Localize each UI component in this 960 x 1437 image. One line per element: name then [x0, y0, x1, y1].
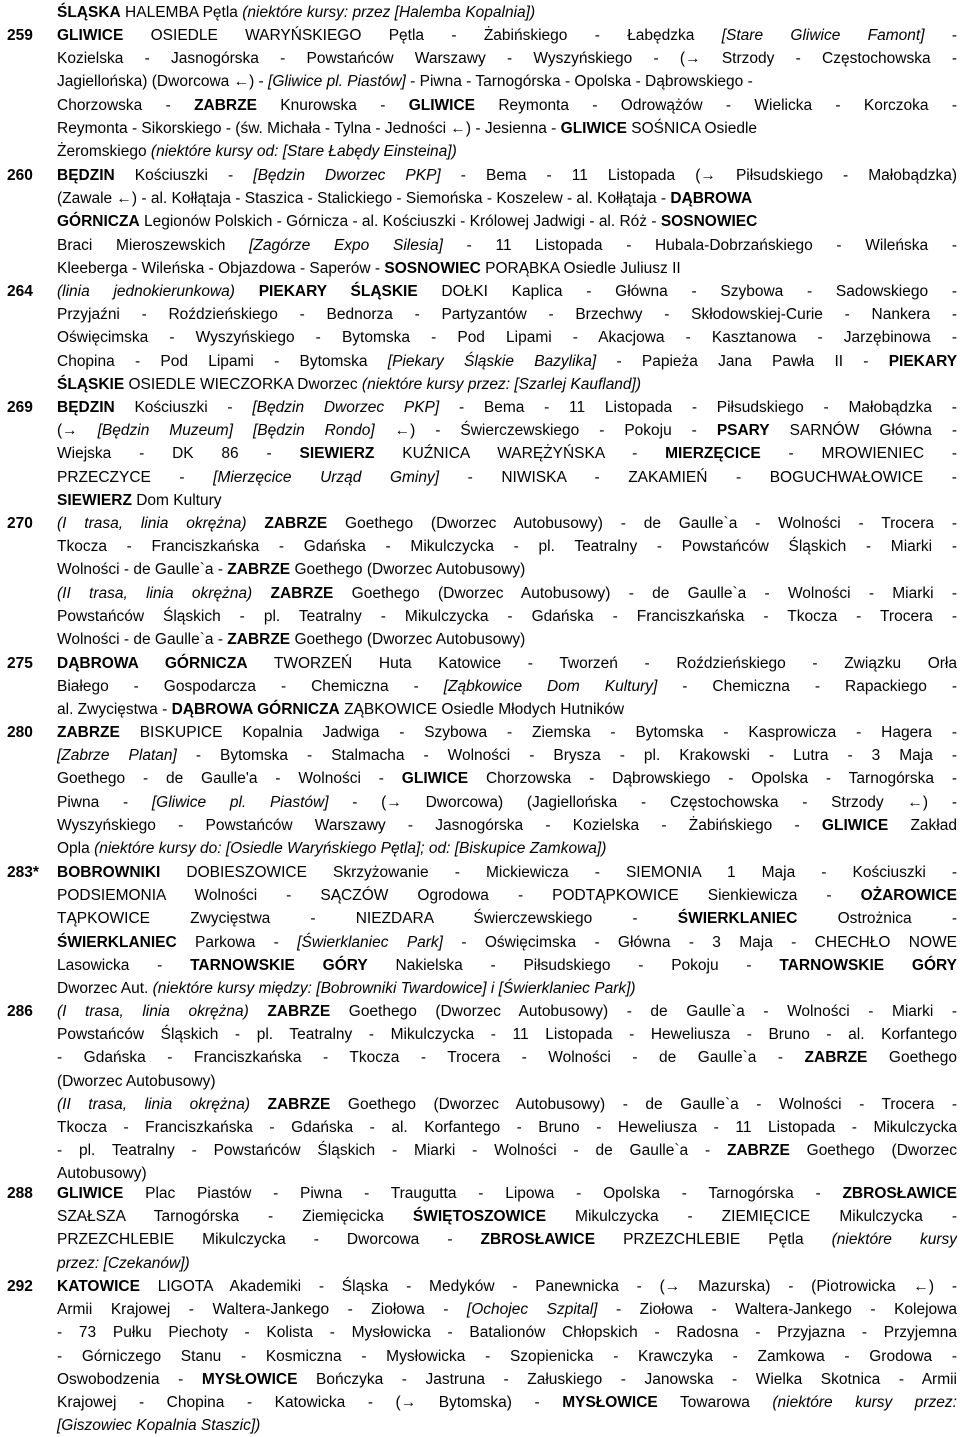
route-line-text: Reymonta - Sikorskiego - (św. Michała - Tylna - Jedności ←) - Jesienna - GLIWICE SOŚNICA Osiedle: [57, 119, 758, 137]
route-line-text: ZABRZE BISKUPICE Kopalnia Jadwiga - Szybowa - Ziemska - Bytomska - Kasprowicza - Hagera -: [57, 724, 957, 741]
route-line-text: Piwna - [Gliwice pl. Piastów] - (→ Dworcowa) (Jagiellońska - Częstochowska - Strzody ←) -: [57, 793, 957, 811]
route-line-text: GÓRNICZA Legionów Polskich - Górnicza - al. Kościuszki - Królowej Jadwigi - al. Róż - SOSNOWIEC: [57, 213, 758, 231]
route-line-text: - Gdańska - Franciszkańska - Tkocza - Trocera - Wolności - de Gaulle`a - ZABRZE Goethego: [57, 1049, 957, 1067]
route-line-text: Przyjaźni - Roździeńskiego - Bednorza - Partyzantów - Brzechwy - Skłodowskiej-Curie - Nankera -: [57, 306, 957, 324]
route-line-text: SZAŁSZA Tarnogórska - Ziemięcicka ŚWIĘTOSZOWICE Mikulczycka - ZIEMIĘCICE Mikulczycka -: [57, 1208, 957, 1226]
route-description: [57, 1000, 957, 1186]
route-line-text: - Górniczego Stanu - Kosmiczna - Mysłowicka - Szopienicka - Krawczyka - Zamkowa - Grodowa -: [57, 1347, 957, 1365]
route-line-text: BĘDZIN Kościuszki - [Będzin Dworzec PKP] - Bema - 11 Listopada (→ Piłsudskiego - Małobądzka): [57, 167, 957, 184]
route-entry: [0, 652, 960, 722]
route-line-text: (→ [Będzin Muzeum] [Będzin Rondo] ←) - Świerczewskiego - Pokoju - PSARY SARNÓW Główna -: [57, 422, 957, 440]
route-line-text: Jagiellońska) (Dworcowa ←) - [Gliwice pl. Piastów] - Piwna - Tarnogórska - Opolska - Dąbrowskiego -: [57, 73, 753, 91]
route-line-text: Wyszyńskiego - Powstańców Warszawy - Jasnogórska - Kozielska - Żabińskiego - GLIWICE Zakład: [57, 816, 957, 834]
route-description: [57, 512, 957, 651]
route-line-text: Chopina - Pod Lipami - Bytomska [Piekary Śląskie Bazylika] - Papieża Jana Pawła II - PIEKARY: [57, 352, 957, 370]
route-line-text: (Zawale ←) - al. Kołłątaja - Staszica - Stalickiego - Siemońska - Koszelew - al. Kołłątaja - DĄBROWA: [57, 190, 753, 208]
route-line-text: Wolności - de Gaulle`a - ZABRZE Goethego (Dworzec Autobusowy): [57, 630, 526, 648]
route-number: 259: [7, 27, 33, 44]
route-line-text: (I trasa, linia okrężna) ZABRZE Goethego (Dworzec Autobusowy) - de Gaulle`a - Wolności - Trocera -: [57, 515, 957, 532]
route-number: 280: [7, 724, 33, 741]
route-description: [57, 652, 957, 722]
route-entry: [0, 1000, 960, 1186]
route-line-text: al. Zwycięstwa - DĄBROWA GÓRNICZA ZĄBKOWICE Osiedle Młodych Hutników: [57, 701, 625, 719]
route-line-text: (II trasa, linia okrężna) ZABRZE Goethego (Dworzec Autobusowy) - de Gaulle`a - Wolności - Miarki -: [57, 584, 957, 602]
route-entry: [0, 396, 960, 512]
route-number: 275: [7, 655, 33, 672]
route-line-text: ŚLĄSKIE OSIEDLE WIECZORKA Dworzec (niektóre kursy przez: [Szarlej Kaufland]): [57, 375, 642, 393]
route-line-text: (I trasa, linia okrężna) ZABRZE Goethego (Dworzec Autobusowy) - de Gaulle`a - Wolności - Miarki -: [57, 1003, 957, 1020]
route-line-text: Kozielska - Jasnogórska - Powstańców Warszawy - Wyszyńskiego - (→ Strzody - Częstochowska -: [57, 50, 957, 68]
route-line-text: GLIWICE Plac Piastów - Piwna - Traugutta - Lipowa - Opolska - Tarnogórska - ZBROSŁAWICE: [57, 1185, 957, 1202]
route-line-text: Lasowicka - TARNOWSKIE GÓRY Nakielska - Piłsudskiego - Pokoju - TARNOWSKIE GÓRY: [57, 956, 957, 974]
route-entry: [0, 1182, 960, 1275]
route-description: [57, 24, 957, 163]
route-line-text: Oświęcimska - Wyszyńskiego - Bytomska - Pod Lipami - Akacjowa - Kasztanowa - Jarzębinowa -: [57, 329, 957, 347]
route-entry: [0, 721, 960, 860]
route-line-text: Autobusowy): [57, 1165, 147, 1183]
route-line-text: - pl. Teatralny - Powstańców Śląskich - Miarki - Wolności - de Gaulle`a - ZABRZE Goethego (Dworzec: [57, 1142, 957, 1160]
route-line-text: Powstańców Śląskich - pl. Teatralny - Mikulczycka - Gdańska - Franciszkańska - Tkocza - Trocera -: [57, 607, 957, 625]
route-line-text: SIEWIERZ Dom Kultury: [57, 491, 222, 509]
route-line-text: [Giszowiec Kopalnia Staszic]): [57, 1417, 261, 1435]
route-line-text: (Dworzec Autobusowy): [57, 1072, 216, 1090]
route-number: 264: [7, 283, 33, 300]
route-number: 286: [7, 1003, 33, 1020]
route-number: 283*: [7, 864, 39, 881]
route-description: [57, 1, 957, 24]
route-line-text: PODSIEMONIA Wolności - SĄCZÓW Ogrodowa - PODTĄPKOWICE Sienkiewicza - OŻAROWICE: [57, 887, 957, 905]
route-description: [57, 721, 957, 860]
route-line-text: TĄPKOWICE Zwycięstwa - NIEZDARA Świerczewskiego - ŚWIERKLANIEC Ostrożnica -: [57, 910, 957, 928]
route-line-text: Braci Mieroszewskich [Zagórze Expo Silesia] - 11 Listopada - Hubala-Dobrzańskiego - Wileńska -: [57, 236, 957, 254]
route-line-text: Opla (niektóre kursy do: [Osiedle Waryńskiego Pętla]; od: [Biskupice Zamkowa]): [57, 839, 607, 857]
route-entry: [0, 24, 960, 163]
route-line-text: BĘDZIN Kościuszki - [Będzin Dworzec PKP] - Bema - 11 Listopada - Piłsudskiego - Małobądzka -: [57, 399, 957, 416]
route-entry: [0, 512, 960, 651]
route-line-text: Krajowej - Chopina - Katowicka - (→ Bytomska) - MYSŁOWICE Towarowa (niektóre kursy przez:: [57, 1393, 957, 1411]
route-line-text: ŚWIERKLANIEC Parkowa - [Świerklaniec Park] - Oświęcimska - Główna - 3 Maja - CHECHŁO NOWE: [57, 933, 957, 951]
route-number: 270: [7, 515, 33, 532]
route-line-text: GLIWICE OSIEDLE WARYŃSKIEGO Pętla - Żabińskiego - Łabędzka [Stare Gliwice Famont] -: [57, 27, 957, 44]
route-line-text: Oswobodzenia - MYSŁOWICE Bończyka - Jastruna - Załuskiego - Janowska - Wielka Skotnica - Armii: [57, 1370, 957, 1388]
route-line-text: DĄBROWA GÓRNICZA TWORZEŃ Huta Katowice - Tworzeń - Roździeńskiego - Związku Orła: [57, 655, 957, 672]
route-entry: [0, 861, 960, 1000]
route-line-text: [Zabrze Platan] - Bytomska - Stalmacha - Wolności - Brysza - pl. Krakowski - Lutra - 3 Maja -: [57, 747, 957, 765]
route-description: [57, 1275, 957, 1437]
route-line-text: Dworzec Aut. (niektóre kursy między: [Bobrowniki Twardowice] i [Świerklaniec Park]): [57, 979, 636, 997]
route-description: [57, 1182, 957, 1275]
route-entry: [0, 164, 960, 280]
route-line-text: Żeromskiego (niektóre kursy od: [Stare Łabędy Einsteina]): [57, 142, 457, 160]
route-number: 269: [7, 399, 33, 416]
route-line-text: BOBROWNIKI DOBIESZOWICE Skrzyżowanie - Mickiewicza - SIEMONIA 1 Maja - Kościuszki -: [57, 864, 957, 881]
route-line-text: Wiejska - DK 86 - SIEWIERZ KUŹNICA WARĘŻYŃSKA - MIERZĘCICE - MROWIENIEC -: [57, 445, 957, 463]
route-line-text: (II trasa, linia okrężna) ZABRZE Goethego (Dworzec Autobusowy) - de Gaulle`a - Wolności - Trocera -: [57, 1095, 957, 1113]
route-entry: [0, 1, 960, 24]
route-line-text: (linia jednokierunkowa) PIEKARY ŚLĄSKIE DOŁKI Kaplica - Główna - Szybowa - Sadowskiego -: [57, 283, 957, 300]
route-line-text: PRZECZYCE - [Mierzęcice Urząd Gminy] - NIWISKA - ZAKAMIEŃ - BOGUCHWAŁOWICE -: [57, 468, 957, 486]
route-description: [57, 861, 957, 1000]
route-description: [57, 164, 957, 280]
route-line-text: Tkocza - Franciszkańska - Gdańska - Mikulczycka - pl. Teatralny - Powstańców Śląskich - Miarki -: [57, 538, 957, 556]
route-line-text: Armii Krajowej - Waltera-Jankego - Ziołowa - [Ochojec Szpital] - Ziołowa - Waltera-Jankego - Kolejowa: [57, 1301, 957, 1319]
route-line-text: Tkocza - Franciszkańska - Gdańska - al. Korfantego - Bruno - Heweliusza - 11 Listopada - Mikulczycka: [57, 1118, 957, 1136]
route-line-text: Białego - Gospodarcza - Chemiczna - [Ząbkowice Dom Kultury] - Chemiczna - Rapackiego -: [57, 678, 957, 696]
route-description: [57, 280, 957, 396]
route-line-text: PRZEZCHLEBIE Mikulczycka - Dworcowa - ZBROSŁAWICE PRZEZCHLEBIE Pętla (niektóre kursy: [57, 1231, 957, 1249]
route-description: [57, 396, 957, 512]
route-line-text: Chorzowska - ZABRZE Knurowska - GLIWICE Reymonta - Odrowążów - Wielicka - Korczoka -: [57, 96, 957, 114]
route-line-text: Kleeberga - Wileńska - Objazdowa - Saperów - SOSNOWIEC PORĄBKA Osiedle Juliusz II: [57, 259, 681, 277]
route-number: 288: [7, 1185, 33, 1202]
route-line-text: przez: [Czekanów]): [57, 1254, 190, 1272]
route-entry: [0, 280, 960, 396]
route-line-text: Powstańców Śląskich - pl. Teatralny - Mikulczycka - 11 Listopada - Heweliusza - Bruno - al. Korfantego: [57, 1026, 957, 1044]
route-line-text: Wolności - de Gaulle`a - ZABRZE Goethego (Dworzec Autobusowy): [57, 561, 526, 579]
route-line-text: - 73 Pułku Piechoty - Kolista - Mysłowicka - Batalionów Chłopskich - Radosna - Przyjazna - Przyjemna: [57, 1324, 957, 1342]
route-line-text: KATOWICE LIGOTA Akademiki - Śląska - Medyków - Panewnicka - (→ Mazurska) - (Piotrowicka ←) -: [57, 1278, 957, 1295]
route-entry: [0, 1275, 960, 1437]
route-number: 260: [7, 167, 33, 184]
route-number: 292: [7, 1278, 33, 1295]
route-line-text: Goethego - de Gaulle'a - Wolności - GLIWICE Chorzowska - Dąbrowskiego - Opolska - Tarnogórska -: [57, 770, 957, 788]
route-line-text: ŚLĄSKA HALEMBA Pętla (niektóre kursy: przez [Halemba Kopalnia]): [57, 4, 536, 21]
